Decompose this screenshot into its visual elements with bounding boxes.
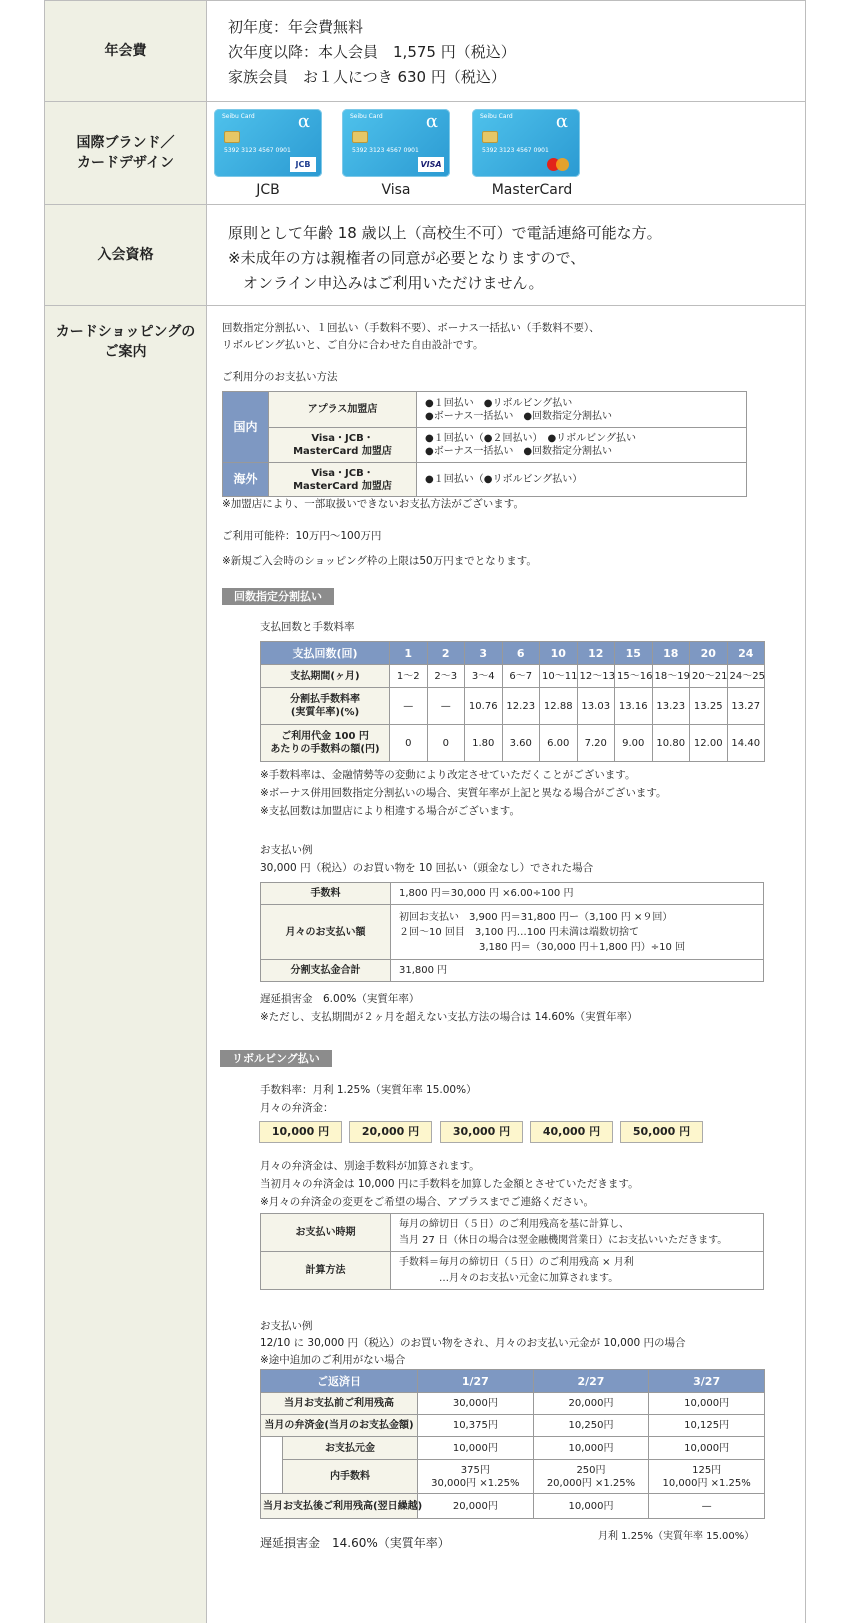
indent-cell [261, 1437, 283, 1494]
table-cell: 0 [427, 725, 465, 762]
revolving-note: ※月々の弁済金の変更をご希望の場合、アプラスまでご連絡ください。 [260, 1196, 594, 1208]
method-title: ご利用分のお支払い方法 [222, 371, 338, 383]
amount-option: 50,000 円 [620, 1121, 703, 1143]
row-label: 当月お支払前ご利用残高 [261, 1393, 418, 1415]
store-name: Visa・JCB・ MasterCard 加盟店 [269, 428, 417, 463]
table-header: 6 [502, 642, 540, 665]
table-cell: — [649, 1494, 765, 1519]
mastercard-card-image: Seibu Card α 5392 3123 4567 0901 [472, 109, 580, 177]
jcb-card-image: Seibu Card α 5392 3123 4567 0901 JCB [214, 109, 322, 177]
table-cell: 6.00 [540, 725, 578, 762]
table-cell: 10,000円 [418, 1437, 534, 1460]
table-cell: 10,000円 [649, 1437, 765, 1460]
table-cell: 13.23 [652, 688, 690, 725]
revolving-example-note: ※途中追加のご利用がない場合 [260, 1354, 406, 1366]
table-cell: 7.20 [577, 725, 615, 762]
row-label: お支払元金 [283, 1437, 418, 1460]
table-cell: 125円 10,000円 ×1.25% [649, 1460, 765, 1494]
amount-option: 10,000 円 [259, 1121, 342, 1143]
info-table [44, 0, 806, 1623]
revolving-rate: 手数料率：月利 1.25%（実質年率 15.00%） [260, 1084, 477, 1096]
brand-label: 国際ブランド／ カードデザイン [45, 102, 207, 204]
table-cell: 375円 30,000円 ×1.25% [418, 1460, 534, 1494]
visa-card-image: Seibu Card α 5392 3123 4567 0901 VISA [342, 109, 450, 177]
table-cell: 1〜2 [390, 665, 428, 688]
table-cell: 9.00 [615, 725, 653, 762]
eligibility-line: 原則として年齢 18 歳以上（高校生不可）で電話連絡可能な方。 [228, 224, 662, 242]
table-cell: 10,000円 [533, 1494, 649, 1519]
amount-option: 20,000 円 [349, 1121, 432, 1143]
domestic-label: 国内 [223, 392, 269, 463]
table-header: ご返済日 [261, 1370, 418, 1393]
annual-fee-line: 家族会員 お１人につき 630 円（税込） [228, 68, 506, 86]
row-label: 当月お支払後ご利用残高(翌日繰越) [261, 1494, 418, 1519]
limit-note: ※新規ご入会時のショッピング枠の上限は50万円までとなります。 [222, 555, 537, 567]
card-name-jcb: JCB [256, 182, 280, 198]
table-cell: 1.80 [465, 725, 503, 762]
table-header: 2 [427, 642, 465, 665]
table-cell: 18〜19 [652, 665, 690, 688]
table-cell: 10,000円 [649, 1393, 765, 1415]
annual-fee-line: 次年度以降：本人会員 1,575 円（税込） [228, 43, 516, 61]
table-cell: 10〜11 [540, 665, 578, 688]
amount-option: 30,000 円 [440, 1121, 523, 1143]
table-cell: 13.03 [577, 688, 615, 725]
repayment-schedule-table [260, 1369, 765, 1519]
table-cell: 10,125円 [649, 1415, 765, 1437]
table-cell: 13.27 [727, 688, 765, 725]
table-header: 3 [465, 642, 503, 665]
store-name: Visa・JCB・ MasterCard 加盟店 [269, 463, 417, 497]
shopping-row [45, 305, 805, 1623]
chip-icon [352, 131, 368, 143]
eligibility-row [45, 204, 805, 305]
table-header: 3/27 [649, 1370, 765, 1393]
installment-fee-table [260, 641, 765, 762]
visa-logo-icon: VISA [418, 157, 444, 172]
eligibility-label: 入会資格 [45, 205, 207, 305]
table-cell: 10,250円 [533, 1415, 649, 1437]
method-note: ※加盟店により、一部取扱いできないお支払方法がございます。 [222, 498, 524, 510]
installment-note: ※手数料率は、金融情勢等の変動により改定させていただくことがございます。 [260, 769, 636, 781]
table-cell: 12〜13 [577, 665, 615, 688]
table-cell: 2〜3 [427, 665, 465, 688]
revolving-note: 当初月々の弁済金は 10,000 円に手数料を加算した金額とさせていただきます。 [260, 1178, 639, 1190]
brand-row [45, 101, 805, 204]
revolving-example-title: お支払い例 [260, 1320, 313, 1332]
table-cell: 3.60 [502, 725, 540, 762]
payment-method-table: 国内 アプラス加盟店 ●１回払い ●リボルビング払い ●ボーナス一括払い ●回数指定分割払い Visa・JCB・ MasterCard 加盟店 ●１回払い（●２回払い） ●リボルビング払い ●ボーナス一括払い ●回数指定分割払い 海外 Visa・JCB・ MasterCard 加盟店 ●１回払い（●リボルビング払い） [222, 391, 747, 497]
shopping-label: カードショッピングの ご案内 [45, 306, 207, 1623]
table-header: 10 [540, 642, 578, 665]
annual-fee-label: 年会費 [45, 1, 207, 101]
table-cell: 13.25 [690, 688, 728, 725]
installment-section-title: 回数指定分割払い [222, 588, 334, 605]
eligibility-line: ※未成年の方は親権者の同意が必要となりますので、 [228, 249, 586, 267]
mastercard-logo-icon [546, 157, 574, 172]
overseas-label: 海外 [223, 463, 269, 497]
amount-option: 40,000 円 [530, 1121, 613, 1143]
table-cell: 0 [390, 725, 428, 762]
table-cell: 15〜16 [615, 665, 653, 688]
table-cell: 10.80 [652, 725, 690, 762]
chip-icon [482, 131, 498, 143]
table-cell: 12.88 [540, 688, 578, 725]
table-header: 1/27 [418, 1370, 534, 1393]
table-header: 12 [577, 642, 615, 665]
late-charge-note: ※ただし、支払期間が２ヶ月を超えない支払方法の場合は 14.60%（実質年率） [260, 1011, 638, 1023]
revolving-footnote: 月利 1.25%（実質年率 15.00%） [598, 1531, 755, 1542]
table-header: 15 [615, 642, 653, 665]
revolving-late-charge: 遅延損害金 14.60%（実質年率） [260, 1536, 450, 1550]
table-header: 支払回数(回) [261, 642, 390, 665]
installment-example-desc: 30,000 円（税込）のお買い物を 10 回払い（頭金なし）でされた場合 [260, 862, 594, 874]
late-charge: 遅延損害金 6.00%（実質年率） [260, 993, 420, 1005]
card-name-visa: Visa [381, 182, 411, 198]
table-header: 2/27 [533, 1370, 649, 1393]
table-cell: 20〜21 [690, 665, 728, 688]
installment-note: ※ボーナス併用回数指定分割払いの場合、実質年率が上記と異なる場合がございます。 [260, 787, 667, 799]
jcb-logo-icon: JCB [290, 157, 316, 172]
installment-note: ※支払回数は加盟店により相違する場合がございます。 [260, 805, 520, 817]
shopping-content [208, 306, 805, 1623]
table-header: 24 [727, 642, 765, 665]
table-cell: 3〜4 [465, 665, 503, 688]
table-header: 1 [390, 642, 428, 665]
card-name-mastercard: MasterCard [491, 182, 573, 198]
table-cell: 12.23 [502, 688, 540, 725]
revolving-example-desc: 12/10 に 30,000 円（税込）のお買い物をされ、月々のお支払い元金が 10,000 円の場合 [260, 1337, 686, 1349]
store-name: アプラス加盟店 [269, 392, 417, 428]
table-header: 18 [652, 642, 690, 665]
installment-table-title: 支払回数と手数料率 [260, 621, 355, 633]
table-cell: 14.40 [727, 725, 765, 762]
chip-icon [224, 131, 240, 143]
table-cell: 10,375円 [418, 1415, 534, 1437]
table-cell: 12.00 [690, 725, 728, 762]
annual-fee-row [45, 0, 805, 101]
row-label: 内手数料 [283, 1460, 418, 1494]
monthly-payment-title: 月々の弁済金： [260, 1102, 334, 1114]
row-label: 支払期間(ヶ月) [261, 665, 390, 688]
table-cell: 24〜25 [727, 665, 765, 688]
table-cell: 20,000円 [533, 1393, 649, 1415]
intro-text: リボルビング払いと、ご自分に合わせた自由設計です。 [222, 339, 484, 351]
row-label: 当月の弁済金(当月のお支払金額) [261, 1415, 418, 1437]
revolving-section-title: リボルビング払い [220, 1050, 332, 1067]
table-cell: 20,000円 [418, 1494, 534, 1519]
table-cell: 250円 20,000円 ×1.25% [533, 1460, 649, 1494]
installment-example-title: お支払い例 [260, 844, 313, 856]
table-cell: — [427, 688, 465, 725]
eligibility-line: オンライン申込みはご利用いただけません。 [228, 274, 544, 292]
row-label: 分割払手数料率 (実質年率)(%) [261, 688, 390, 725]
annual-fee-line: 初年度：年会費無料 [228, 18, 364, 36]
table-cell: 10,000円 [533, 1437, 649, 1460]
credit-limit: ご利用可能枠：10万円〜100万円 [222, 530, 382, 542]
table-cell: 10.76 [465, 688, 503, 725]
revolving-note: 月々の弁済金は、別途手数料が加算されます。 [260, 1160, 480, 1172]
table-cell: 30,000円 [418, 1393, 534, 1415]
revolving-terms-table: お支払い時期 毎月の締切日（５日）のご利用残高を基に計算し、 当月 27 日（休日の場合は翌金融機関営業日）にお支払いいただきます。 計算方法 手数料＝毎月の締切日（５日）のご利用残高 × 月利 …月々のお支払い元金に加算されます。 [260, 1213, 764, 1290]
table-header: 20 [690, 642, 728, 665]
intro-text: 回数指定分割払い、１回払い（手数料不要）、ボーナス一括払い（手数料不要）、 [222, 322, 600, 334]
installment-example-table: 手数料 1,800 円＝30,000 円 ×6.00÷100 円 月々のお支払い額 初回お支払い 3,900 円＝31,800 円ー（3,100 円 ×９回） ２回〜10 回目 3,100 円…100 円未満は端数切捨て 3,180 円＝（30,000 円＋1,800 円）÷10 回 分割支払金合計 31,800 円 [260, 882, 764, 982]
row-label: ご利用代金 100 円 あたりの手数料の額(円) [261, 725, 390, 762]
table-cell: 13.16 [615, 688, 653, 725]
table-cell: 6〜7 [502, 665, 540, 688]
table-cell: — [390, 688, 428, 725]
